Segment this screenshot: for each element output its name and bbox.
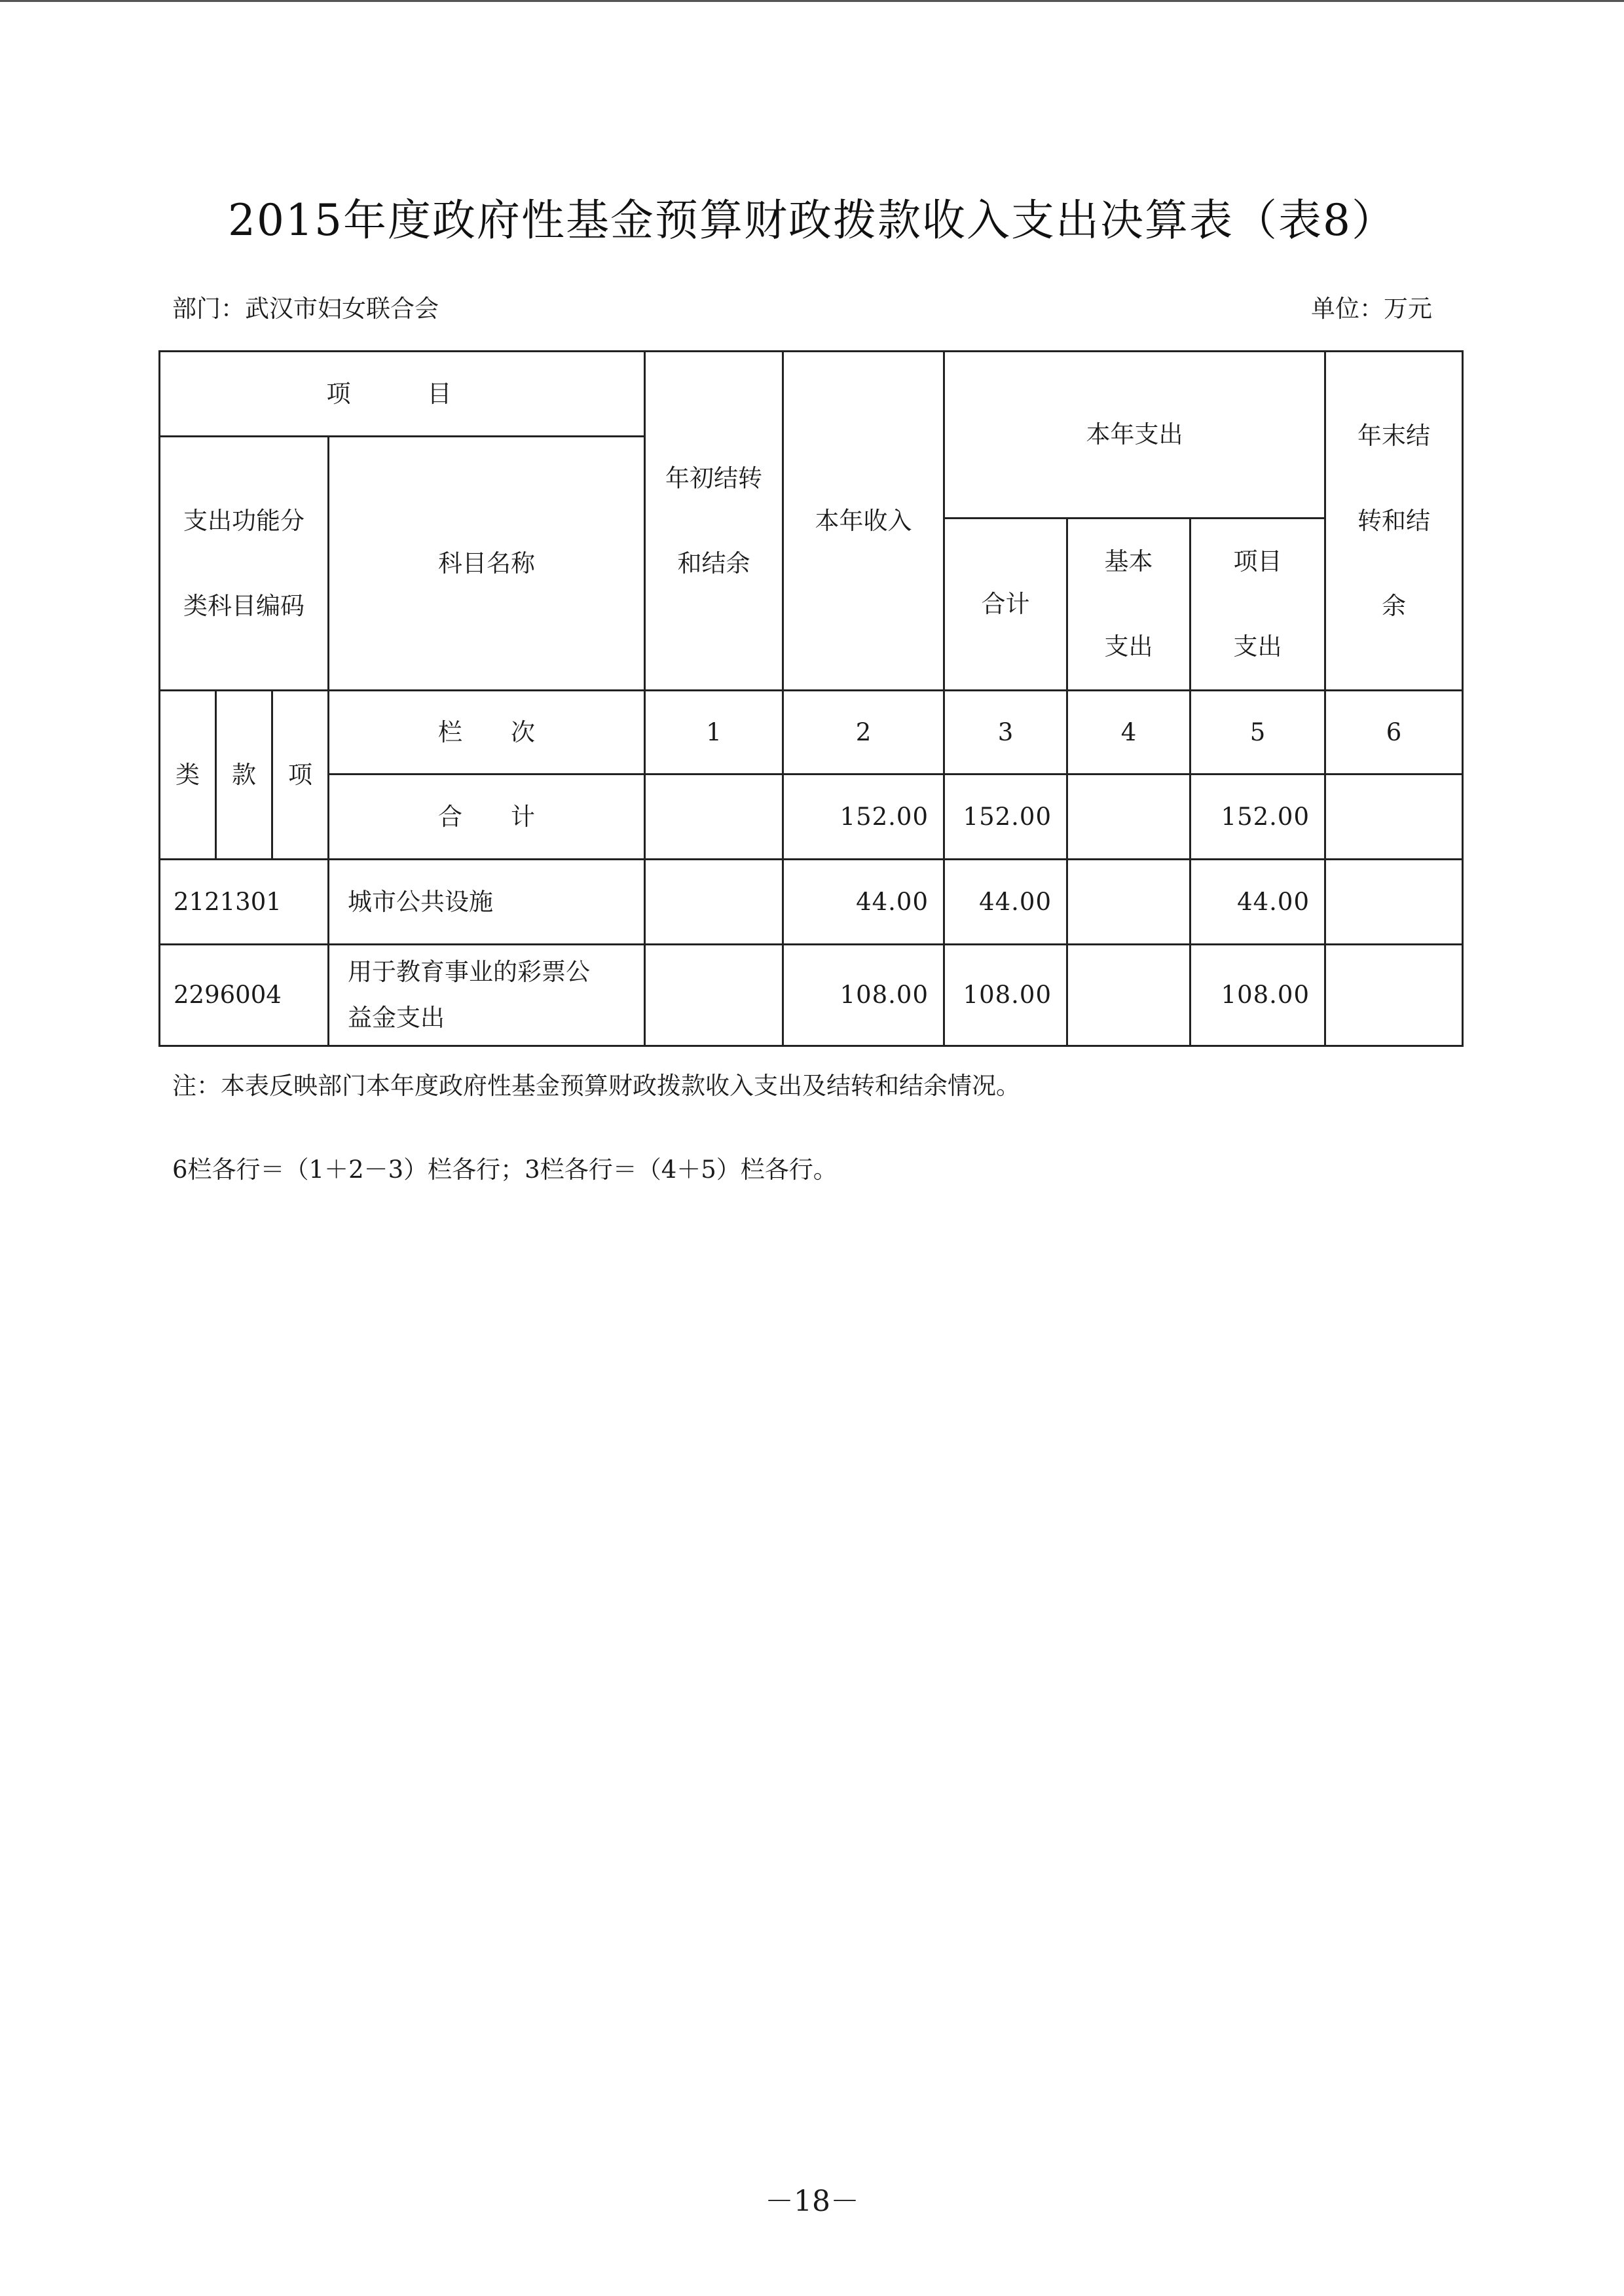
table-note: 注：本表反映部门本年度政府性基金预算财政拨款收入支出及结转和结余情况。 bbox=[172, 1072, 1020, 1100]
header-basic-line-2: 支出 bbox=[1104, 632, 1153, 661]
row-expense-total: 44.00 bbox=[944, 860, 1067, 945]
header-end-balance-line-3: 余 bbox=[1382, 591, 1407, 620]
table-row bbox=[160, 945, 1463, 1046]
header-item-label: 项 目 bbox=[326, 379, 478, 408]
department-label: 部门：武汉市妇女联合会 bbox=[172, 295, 439, 323]
row-code: 2121301 bbox=[160, 860, 329, 945]
header-project-line-1: 项目 bbox=[1233, 547, 1282, 575]
top-border-line bbox=[0, 0, 1624, 2]
row-subject-name bbox=[329, 945, 645, 1046]
header-basic-line-1: 基本 bbox=[1104, 547, 1153, 575]
column-number-1: 1 bbox=[645, 691, 783, 774]
header-begin-balance bbox=[645, 352, 783, 691]
header-function-code-line-2: 类科目编码 bbox=[183, 591, 304, 620]
row-code: 2296004 bbox=[160, 945, 329, 1046]
page-number: －18－ bbox=[765, 2185, 859, 2218]
column-number-3: 3 bbox=[944, 691, 1067, 774]
total-label: 合 计 bbox=[329, 774, 645, 860]
total-row bbox=[160, 774, 1463, 860]
header-project-line-2: 支出 bbox=[1233, 632, 1282, 661]
row-subject-name-line-1: 城市公共设施 bbox=[348, 887, 493, 916]
row-basic bbox=[1067, 860, 1190, 945]
header-subject-name: 科目名称 bbox=[329, 437, 645, 691]
column-number-4: 4 bbox=[1067, 691, 1190, 774]
row-income: 44.00 bbox=[783, 860, 944, 945]
row-subject-name bbox=[329, 860, 645, 945]
header-basic bbox=[1067, 519, 1190, 691]
unit-label: 单位：万元 bbox=[1311, 295, 1432, 323]
total-begin-balance bbox=[645, 774, 783, 860]
header-function-code-line-1: 支出功能分 bbox=[183, 506, 304, 535]
total-expense: 152.00 bbox=[944, 774, 1067, 860]
budget-table bbox=[158, 350, 1464, 1047]
row-project: 108.00 bbox=[1190, 945, 1325, 1046]
total-end-balance bbox=[1325, 774, 1463, 860]
row-project: 44.00 bbox=[1190, 860, 1325, 945]
row-income: 108.00 bbox=[783, 945, 944, 1046]
header-expense-total: 合计 bbox=[944, 519, 1067, 691]
header-end-balance-line-2: 转和结 bbox=[1357, 506, 1431, 535]
column-number-2: 2 bbox=[783, 691, 944, 774]
header-end-balance bbox=[1325, 352, 1463, 691]
header-function-code bbox=[160, 437, 329, 691]
header-lei: 类 bbox=[160, 691, 216, 860]
header-current-expense: 本年支出 bbox=[944, 352, 1325, 519]
row-basic bbox=[1067, 945, 1190, 1046]
row-begin-balance bbox=[645, 945, 783, 1046]
column-number-row bbox=[160, 691, 1463, 774]
row-expense-total: 108.00 bbox=[944, 945, 1067, 1046]
column-number-label: 栏 次 bbox=[329, 691, 645, 774]
header-project bbox=[1190, 519, 1325, 691]
row-subject-name-line-1: 用于教育事业的彩票公 bbox=[348, 958, 590, 986]
total-income: 152.00 bbox=[783, 774, 944, 860]
column-number-5: 5 bbox=[1190, 691, 1325, 774]
page-title: 2015年度政府性基金预算财政拨款收入支出决算表（表8） bbox=[228, 195, 1396, 246]
header-kuan: 款 bbox=[216, 691, 272, 860]
formula-note: 6栏各行＝（1＋2－3）栏各行；3栏各行＝（4＋5）栏各行。 bbox=[172, 1156, 838, 1184]
header-xiang: 项 bbox=[272, 691, 329, 860]
total-basic bbox=[1067, 774, 1190, 860]
header-begin-balance-line-2: 和结余 bbox=[677, 549, 750, 577]
table-row bbox=[160, 860, 1463, 945]
row-begin-balance bbox=[645, 860, 783, 945]
column-number-6: 6 bbox=[1325, 691, 1463, 774]
header-begin-balance-line-1: 年初结转 bbox=[665, 464, 762, 492]
row-end-balance bbox=[1325, 945, 1463, 1046]
row-end-balance bbox=[1325, 860, 1463, 945]
header-end-balance-line-1: 年末结 bbox=[1357, 421, 1431, 450]
header-current-income: 本年收入 bbox=[783, 352, 944, 691]
row-subject-name-line-2: 益金支出 bbox=[348, 1004, 445, 1032]
header-row-1 bbox=[160, 352, 1463, 437]
header-item bbox=[160, 352, 645, 437]
total-project: 152.00 bbox=[1190, 774, 1325, 860]
